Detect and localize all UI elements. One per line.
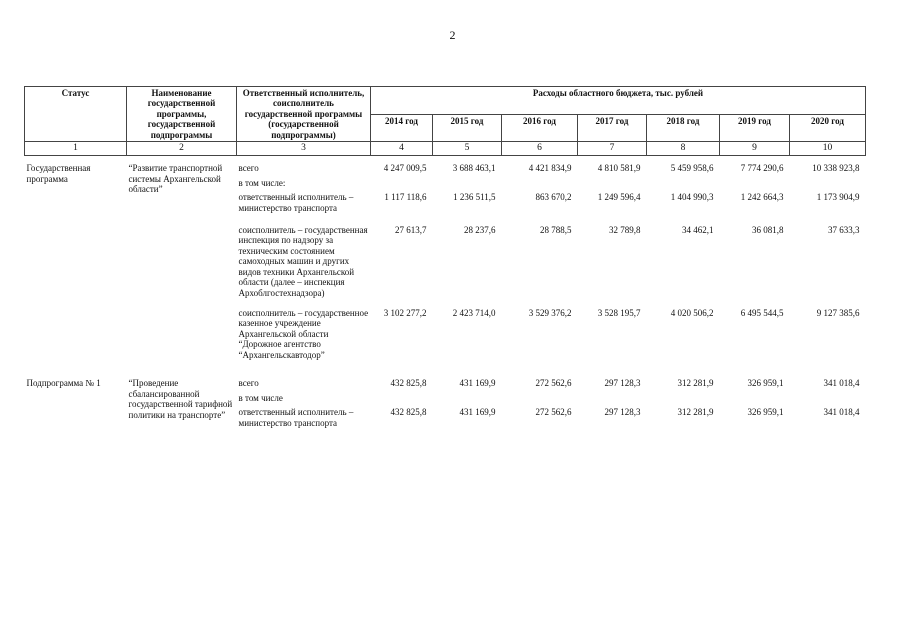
value-cell: 341 018,4 [823,378,860,389]
value-cell: 2 423 714,0 [452,308,496,319]
header-year: 2015 год [433,114,502,142]
empty-values [371,389,866,407]
value-cell: 3 528 195,7 [597,308,641,319]
value-cell: 32 789,8 [609,224,641,235]
header-year: 2016 год [502,114,578,142]
executor-cell: ответственный исполнитель – министерство транспорта [238,407,354,428]
value-cell: 34 462,1 [682,224,714,235]
program-name-cell: “Развитие транспортной системы Архангельской области” [128,163,223,195]
executor-cell: в том числе [238,392,283,403]
value-cell: 1 117 118,6 [384,192,427,203]
column-number: 5 [433,142,502,156]
value-cell: 4 020 506,2 [670,308,714,319]
program-name-cell: “Проведение сбалансированной государственной тарифной политики на транспорте” [128,378,233,420]
value-cell: 297 128,3 [604,407,641,418]
header-year: 2018 год [647,114,720,142]
column-number: 4 [371,142,433,156]
value-cell: 4 810 581,9 [597,163,641,174]
value-cell: 272 562,6 [535,378,572,389]
value-cell: 312 281,9 [677,378,714,389]
value-cell: 432 825,8 [390,407,427,418]
spacer [25,360,866,378]
status-cell: Подпрограмма № 1 [26,378,101,389]
column-number: 10 [790,142,866,156]
column-number: 1 [25,142,127,156]
value-cell: 3 102 277,2 [383,308,427,319]
spacer [25,156,866,164]
header-year: 2017 год [578,114,647,142]
budget-table [24,86,866,428]
executor-cell: соисполнитель – государственная инспекция по надзору за техническим состоянием самоходных машин и других видов техники Архангельской области (далее – инспекция Архоблгостехнадзора) [238,224,368,298]
header-year: 2014 год [371,114,433,142]
value-cell: 1 236 511,5 [453,192,496,203]
value-cell: 4 421 834,9 [528,163,572,174]
executor-cell: ответственный исполнитель – министерство транспорта [238,192,354,213]
column-number: 9 [720,142,790,156]
value-cell: 326 959,1 [747,407,784,418]
executor-cell: всего [238,378,259,389]
empty-values [371,174,866,192]
header-executor: Ответственный исполнитель, соисполнитель государственной программы (государственной подпрограммы) [237,87,371,142]
executor-cell: в том числе: [238,177,286,188]
value-cell: 28 237,6 [464,224,496,235]
column-number: 3 [237,142,371,156]
value-cell: 3 688 463,1 [452,163,496,174]
header-status: Статус [25,87,127,142]
page-number: 2 [449,28,456,42]
value-cell: 3 529 376,2 [528,308,572,319]
value-cell: 10 338 923,8 [812,163,860,174]
header-program-name: Наименование государственной программы, государственной подпрограммы [127,87,237,142]
value-cell: 432 825,8 [390,378,427,389]
value-cell: 1 249 596,4 [597,192,641,203]
value-cell: 4 247 009,5 [383,163,427,174]
table-row [25,378,866,388]
value-cell: 863 670,2 [535,192,572,203]
value-cell: 326 959,1 [747,378,784,389]
header-expenses-title: Расходы областного бюджета, тыс. рублей [371,87,866,115]
header-year: 2020 год [790,114,866,142]
column-number: 6 [502,142,578,156]
value-cell: 341 018,4 [823,407,860,418]
value-cell: 1 404 990,3 [670,192,714,203]
value-cell: 9 127 385,6 [816,308,860,319]
value-cell: 7 774 290,6 [740,163,784,174]
value-cell: 312 281,9 [677,407,714,418]
value-cell: 27 613,7 [395,224,427,235]
value-cell: 297 128,3 [604,378,641,389]
value-cell: 36 081,8 [752,224,784,235]
value-cell: 431 169,9 [459,378,496,389]
value-cell: 6 495 544,5 [740,308,784,319]
column-number: 7 [578,142,647,156]
executor-cell: всего [238,163,259,174]
value-cell: 431 169,9 [459,407,496,418]
table-row [25,163,866,173]
column-number: 8 [647,142,720,156]
column-number: 2 [127,142,237,156]
value-cell: 28 788,5 [540,224,572,235]
executor-cell: соисполнитель – государственное казенное учреждение Архангельской области “Дорожное агентство “Архангельскавтодор” [238,308,369,360]
status-cell: Государственная программа [26,163,91,184]
value-cell: 1 242 664,3 [740,192,784,203]
value-cell: 5 459 958,6 [670,163,714,174]
value-cell: 272 562,6 [535,407,572,418]
header-year: 2019 год [720,114,790,142]
value-cell: 1 173 904,9 [816,192,860,203]
value-cell: 37 633,3 [828,224,860,235]
